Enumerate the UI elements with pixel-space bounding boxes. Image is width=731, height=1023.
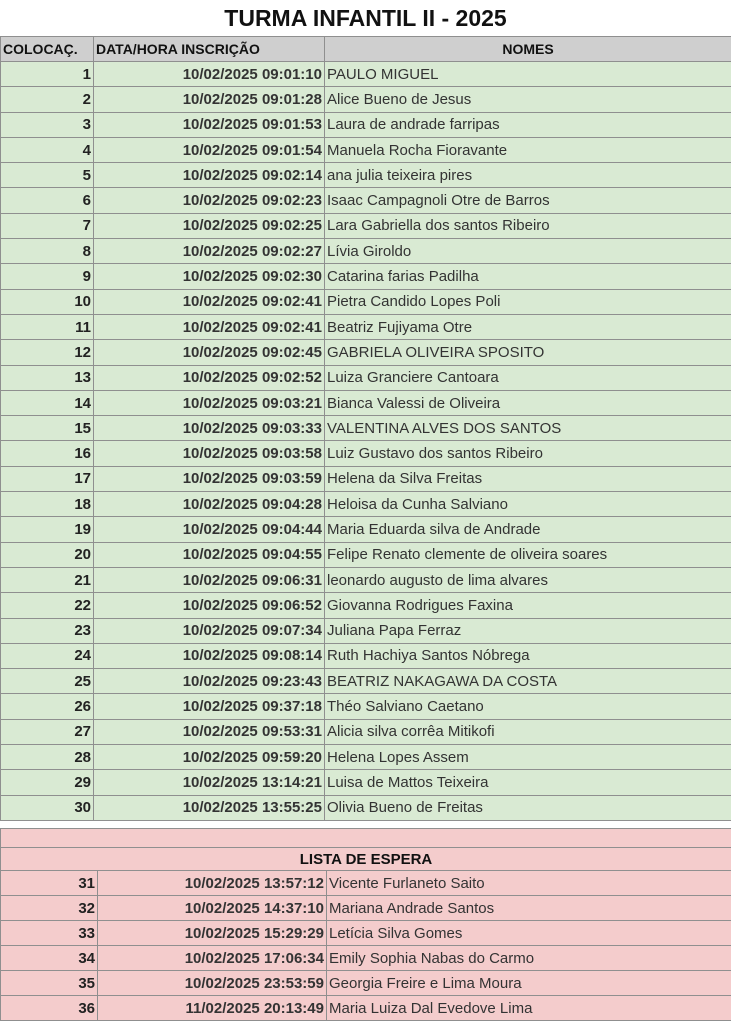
- page-title: TURMA INFANTIL II - 2025: [224, 5, 507, 31]
- datetime-cell: 10/02/2025 09:02:27: [94, 239, 325, 264]
- position-cell: 26: [1, 694, 94, 719]
- datetime-cell: 10/02/2025 13:57:12: [98, 871, 327, 896]
- position-cell: 22: [1, 593, 94, 618]
- position-cell: 33: [1, 921, 98, 946]
- name-cell: Vicente Furlaneto Saito: [327, 871, 731, 896]
- datetime-cell: 10/02/2025 09:04:55: [94, 542, 325, 567]
- datetime-cell: 10/02/2025 09:02:41: [94, 314, 325, 339]
- table-row: [1, 542, 731, 567]
- datetime-cell: 10/02/2025 09:04:44: [94, 517, 325, 542]
- table-row: [1, 770, 731, 795]
- datetime-cell: 11/02/2025 20:13:49: [98, 996, 327, 1021]
- datetime-cell: 10/02/2025 09:04:28: [94, 492, 325, 517]
- table-row: [1, 669, 731, 694]
- blank-row: [1, 829, 731, 848]
- table-row: [1, 62, 731, 87]
- waiting-list-header-row: [1, 848, 731, 871]
- datetime-cell: 10/02/2025 09:07:34: [94, 618, 325, 643]
- header-position: COLOCAÇ.: [1, 37, 94, 62]
- table-row: [1, 112, 731, 137]
- table-row: [1, 492, 731, 517]
- datetime-cell: 10/02/2025 09:02:52: [94, 365, 325, 390]
- position-cell: 20: [1, 542, 94, 567]
- name-cell: Georgia Freire e Lima Moura: [327, 971, 731, 996]
- name-cell: Maria Luiza Dal Evedove Lima: [327, 996, 731, 1021]
- position-cell: 1: [1, 62, 94, 87]
- table-row: [1, 618, 731, 643]
- position-cell: 15: [1, 416, 94, 441]
- datetime-cell: 10/02/2025 09:02:23: [94, 188, 325, 213]
- datetime-cell: 10/02/2025 09:01:10: [94, 62, 325, 87]
- name-cell: Luiza Granciere Cantoara: [325, 365, 731, 390]
- table-row: [1, 239, 731, 264]
- name-cell: Lara Gabriella dos santos Ribeiro: [325, 213, 731, 238]
- position-cell: 2: [1, 87, 94, 112]
- position-cell: 30: [1, 795, 94, 820]
- name-cell: Helena Lopes Assem: [325, 745, 731, 770]
- name-cell: Isaac Campagnoli Otre de Barros: [325, 188, 731, 213]
- position-cell: 35: [1, 971, 98, 996]
- position-cell: 24: [1, 643, 94, 668]
- table-row: [1, 694, 731, 719]
- datetime-cell: 10/02/2025 09:01:53: [94, 112, 325, 137]
- position-cell: 27: [1, 719, 94, 744]
- position-cell: 9: [1, 264, 94, 289]
- name-cell: Alicia silva corrêa Mitikofi: [325, 719, 731, 744]
- header-datetime: DATA/HORA INSCRIÇÃO: [94, 37, 325, 62]
- position-cell: 4: [1, 137, 94, 162]
- position-cell: 19: [1, 517, 94, 542]
- position-cell: 23: [1, 618, 94, 643]
- name-cell: Alice Bueno de Jesus: [325, 87, 731, 112]
- name-cell: Luisa de Mattos Teixeira: [325, 770, 731, 795]
- table-row: [1, 87, 731, 112]
- position-cell: 14: [1, 390, 94, 415]
- table-row: [1, 137, 731, 162]
- table-row: [1, 365, 731, 390]
- waiting-list-row: [1, 921, 731, 946]
- datetime-cell: 10/02/2025 14:37:10: [98, 896, 327, 921]
- waiting-list-title: LISTA DE ESPERA: [1, 848, 731, 871]
- position-cell: 21: [1, 567, 94, 592]
- waiting-list-table: [0, 828, 731, 1021]
- header-names: NOMES: [325, 37, 731, 62]
- table-row: [1, 314, 731, 339]
- name-cell: Théo Salviano Caetano: [325, 694, 731, 719]
- position-cell: 34: [1, 946, 98, 971]
- position-cell: 12: [1, 340, 94, 365]
- datetime-cell: 10/02/2025 09:02:14: [94, 163, 325, 188]
- name-cell: Heloisa da Cunha Salviano: [325, 492, 731, 517]
- name-cell: Letícia Silva Gomes: [327, 921, 731, 946]
- name-cell: Laura de andrade farripas: [325, 112, 731, 137]
- name-cell: Luiz Gustavo dos santos Ribeiro: [325, 441, 731, 466]
- waiting-list-row: [1, 971, 731, 996]
- datetime-cell: 10/02/2025 09:03:58: [94, 441, 325, 466]
- position-cell: 6: [1, 188, 94, 213]
- datetime-cell: 10/02/2025 09:03:21: [94, 390, 325, 415]
- table-header-row: [1, 37, 731, 62]
- table-row: [1, 213, 731, 238]
- name-cell: Helena da Silva Freitas: [325, 466, 731, 491]
- name-cell: GABRIELA OLIVEIRA SPOSITO: [325, 340, 731, 365]
- name-cell: Felipe Renato clemente de oliveira soares: [325, 542, 731, 567]
- table-row: [1, 795, 731, 820]
- waiting-list-row: [1, 946, 731, 971]
- position-cell: 5: [1, 163, 94, 188]
- datetime-cell: 10/02/2025 09:53:31: [94, 719, 325, 744]
- table-row: [1, 466, 731, 491]
- table-row: [1, 188, 731, 213]
- position-cell: 10: [1, 289, 94, 314]
- enrollment-table: [0, 36, 731, 821]
- position-cell: 31: [1, 871, 98, 896]
- datetime-cell: 10/02/2025 09:01:28: [94, 87, 325, 112]
- name-cell: Giovanna Rodrigues Faxina: [325, 593, 731, 618]
- waiting-list-row: [1, 996, 731, 1021]
- name-cell: Bianca Valessi de Oliveira: [325, 390, 731, 415]
- table-row: [1, 340, 731, 365]
- position-cell: 17: [1, 466, 94, 491]
- table-row: [1, 593, 731, 618]
- datetime-cell: 10/02/2025 23:53:59: [98, 971, 327, 996]
- position-cell: 32: [1, 896, 98, 921]
- datetime-cell: 10/02/2025 09:02:45: [94, 340, 325, 365]
- name-cell: ana julia teixeira pires: [325, 163, 731, 188]
- position-cell: 11: [1, 314, 94, 339]
- datetime-cell: 10/02/2025 09:37:18: [94, 694, 325, 719]
- name-cell: Beatriz Fujiyama Otre: [325, 314, 731, 339]
- waiting-list-row: [1, 871, 731, 896]
- table-row: [1, 163, 731, 188]
- name-cell: Juliana Papa Ferraz: [325, 618, 731, 643]
- table-row: [1, 441, 731, 466]
- datetime-cell: 10/02/2025 09:06:31: [94, 567, 325, 592]
- datetime-cell: 10/02/2025 09:02:41: [94, 289, 325, 314]
- datetime-cell: 10/02/2025 09:02:30: [94, 264, 325, 289]
- table-row: [1, 264, 731, 289]
- name-cell: VALENTINA ALVES DOS SANTOS: [325, 416, 731, 441]
- datetime-cell: 10/02/2025 09:08:14: [94, 643, 325, 668]
- datetime-cell: 10/02/2025 13:55:25: [94, 795, 325, 820]
- table-row: [1, 643, 731, 668]
- datetime-cell: 10/02/2025 09:23:43: [94, 669, 325, 694]
- position-cell: 36: [1, 996, 98, 1021]
- position-cell: 28: [1, 745, 94, 770]
- datetime-cell: 10/02/2025 17:06:34: [98, 946, 327, 971]
- name-cell: Emily Sophia Nabas do Carmo: [327, 946, 731, 971]
- datetime-cell: 10/02/2025 09:59:20: [94, 745, 325, 770]
- table-row: [1, 390, 731, 415]
- datetime-cell: 10/02/2025 09:01:54: [94, 137, 325, 162]
- datetime-cell: 10/02/2025 09:03:59: [94, 466, 325, 491]
- name-cell: Catarina farias Padilha: [325, 264, 731, 289]
- position-cell: 8: [1, 239, 94, 264]
- name-cell: Maria Eduarda silva de Andrade: [325, 517, 731, 542]
- position-cell: 7: [1, 213, 94, 238]
- table-row: [1, 719, 731, 744]
- name-cell: Lívia Giroldo: [325, 239, 731, 264]
- datetime-cell: 10/02/2025 09:02:25: [94, 213, 325, 238]
- datetime-cell: 10/02/2025 15:29:29: [98, 921, 327, 946]
- position-cell: 13: [1, 365, 94, 390]
- name-cell: Ruth Hachiya Santos Nóbrega: [325, 643, 731, 668]
- name-cell: Manuela Rocha Fioravante: [325, 137, 731, 162]
- table-row: [1, 745, 731, 770]
- position-cell: 29: [1, 770, 94, 795]
- name-cell: BEATRIZ NAKAGAWA DA COSTA: [325, 669, 731, 694]
- position-cell: 3: [1, 112, 94, 137]
- datetime-cell: 10/02/2025 13:14:21: [94, 770, 325, 795]
- datetime-cell: 10/02/2025 09:06:52: [94, 593, 325, 618]
- datetime-cell: 10/02/2025 09:03:33: [94, 416, 325, 441]
- position-cell: 18: [1, 492, 94, 517]
- name-cell: Mariana Andrade Santos: [327, 896, 731, 921]
- name-cell: Pietra Candido Lopes Poli: [325, 289, 731, 314]
- table-row: [1, 567, 731, 592]
- position-cell: 16: [1, 441, 94, 466]
- name-cell: leonardo augusto de lima alvares: [325, 567, 731, 592]
- name-cell: PAULO MIGUEL: [325, 62, 731, 87]
- table-row: [1, 289, 731, 314]
- name-cell: Olivia Bueno de Freitas: [325, 795, 731, 820]
- waiting-list-row: [1, 896, 731, 921]
- table-row: [1, 517, 731, 542]
- table-row: [1, 416, 731, 441]
- position-cell: 25: [1, 669, 94, 694]
